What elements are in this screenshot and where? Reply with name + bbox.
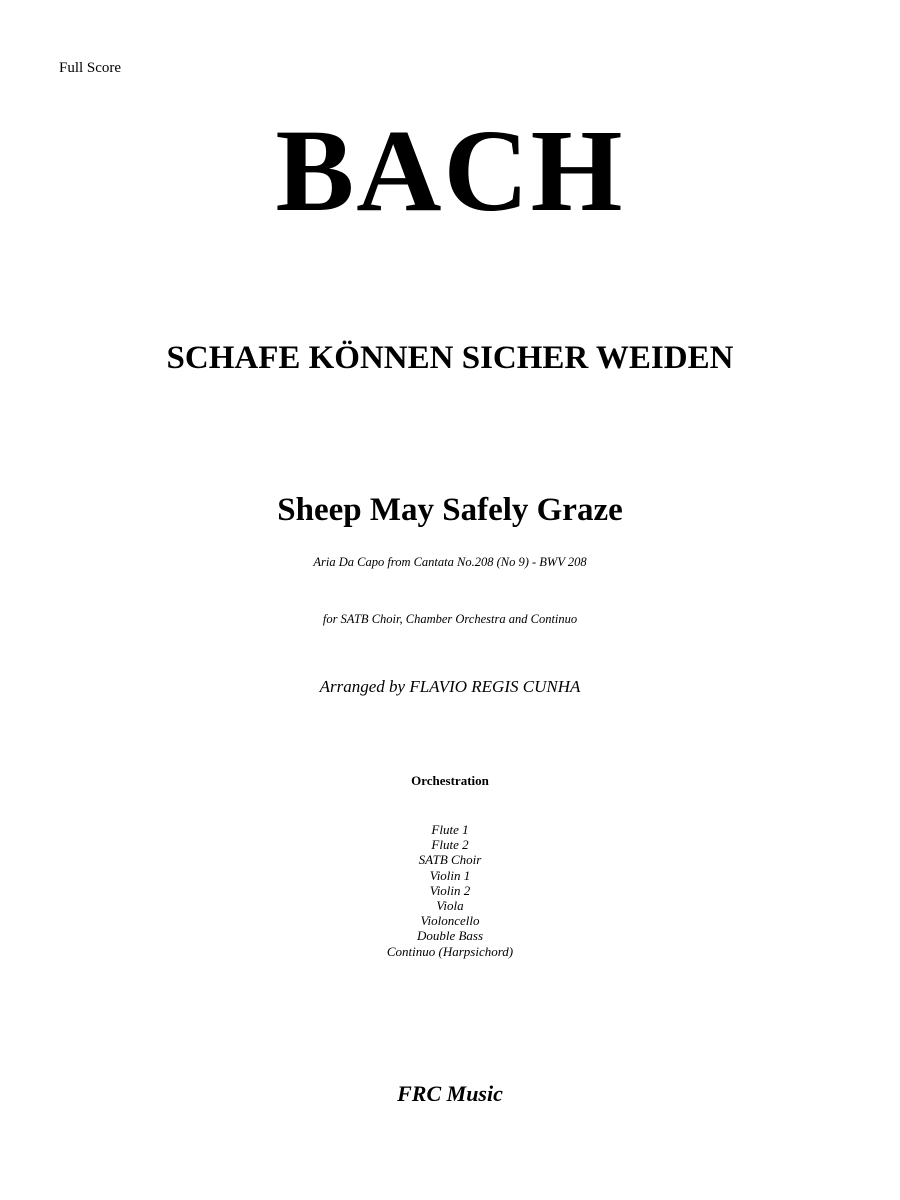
work-subtitle: Aria Da Capo from Cantata No.208 (No 9) - BWV 208: [313, 555, 587, 569]
instrument-item: Flute 1: [431, 822, 469, 837]
instrument-item: Viola: [436, 897, 464, 913]
instrument-item: Double Bass: [416, 928, 484, 944]
instrument-item: SATB Choir: [418, 852, 482, 868]
composer-name: BACH: [275, 105, 625, 236]
instrument-item: Violin 2: [429, 882, 471, 898]
score-type-label: Full Score: [59, 60, 122, 76]
orchestration-heading: Orchestration: [411, 773, 489, 788]
instrument-item: Violin 1: [429, 867, 471, 883]
instrument-item: Flute 2: [431, 837, 469, 853]
english-title: Sheep May Safely Graze: [277, 492, 623, 528]
publisher-name: FRC Music: [397, 1081, 503, 1106]
german-title: SCHAFE KÖNNEN SICHER WEIDEN: [166, 340, 734, 376]
scoring-description: for SATB Choir, Chamber Orchestra and Continuo: [322, 612, 578, 626]
instrument-list: [0, 822, 900, 959]
arranger-credit: Arranged by FLAVIO REGIS CUNHA: [319, 677, 581, 696]
instrument-item: Continuo (Harpsichord): [386, 943, 514, 959]
instrument-item: Violoncello: [420, 913, 480, 929]
